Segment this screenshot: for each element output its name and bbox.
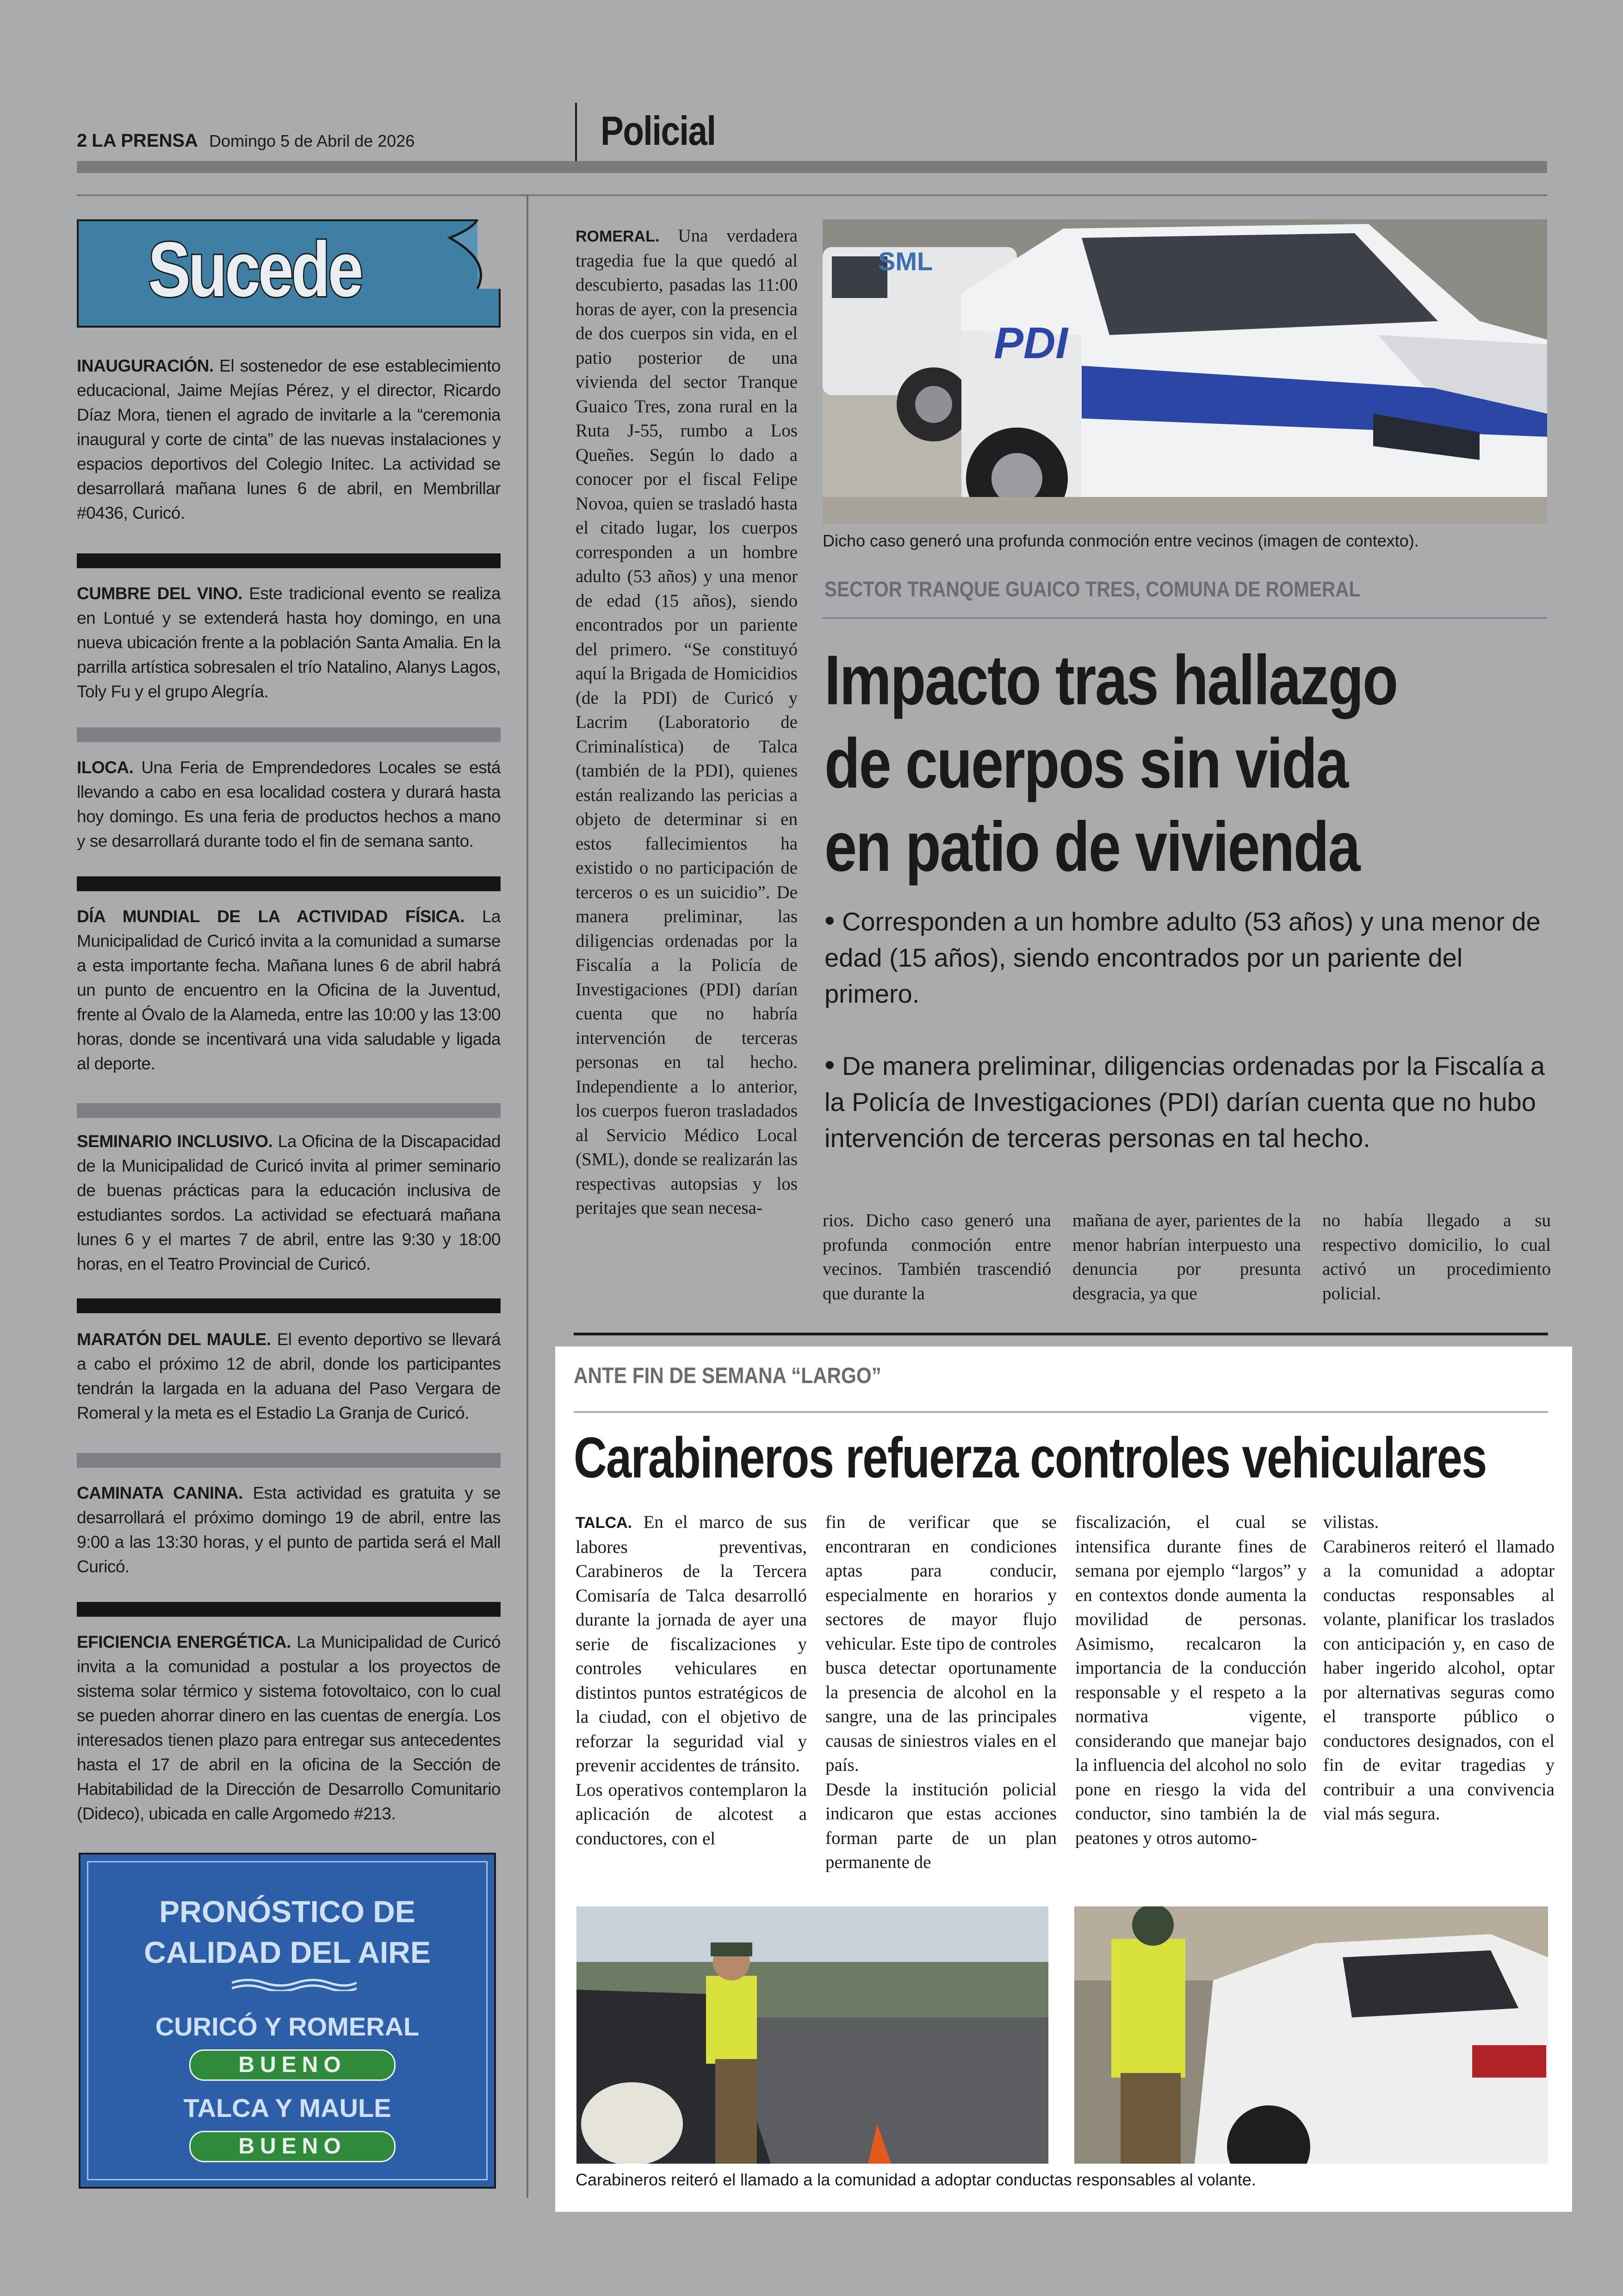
pdi-vehicle-image	[823, 219, 1547, 524]
police-vehicle-photo	[823, 219, 1547, 524]
section-title: Policial	[601, 108, 716, 154]
sucede-item	[77, 581, 501, 704]
sml-label: SML	[878, 247, 933, 276]
summary-bullet	[824, 1047, 1546, 1156]
article1-column: no había llegado a su respectivo domicilio, lo cual activó un procedimiento policial.	[1322, 1210, 1551, 1303]
sucede-item	[77, 1129, 501, 1276]
article2-text: Desde la institución policial indicaron que estas acciones forman parte de un plan permanente de	[825, 1779, 1057, 1872]
air-quality-title	[88, 1891, 486, 1973]
air-city: CURICÓ Y ROMERAL	[155, 2012, 420, 2041]
sucede-item	[77, 904, 501, 1076]
wave-icon	[232, 1977, 357, 1991]
item-text: El sostenedor de ese establecimiento educacional, Jaime Mejías Pérez, y el director, Ricardo Díaz Mora, tienen el agrado de invitarle a la “ceremonia inaugural y corte de cinta” de las nuevas instalaciones y espacios deportivos del Colegio Initec. La actividad se desarrollará mañana lunes 6 de abril, en Membrillar #0436, Curicó.	[77, 356, 501, 522]
officer-at-car-image	[576, 1906, 1048, 2164]
item-separator	[77, 1103, 501, 1118]
item-text: Este tradicional evento se realiza en Lontué y se extenderá hasta hoy domingo, en una nueva ubicación frente a la población Santa Amalia. En la parrilla artística sobresalen el trío Natalino, Alanys Lagos, Toly Fu y el grupo Alegría.	[77, 584, 501, 701]
officer-at-suv-image	[1074, 1906, 1548, 2164]
checkpoint-photo-left	[576, 1906, 1048, 2164]
article2-headline: Carabineros refuerza controles vehiculares	[574, 1426, 1487, 1490]
kicker-rule	[574, 1411, 1548, 1413]
header-rule	[77, 161, 1547, 173]
article2-column	[576, 1510, 807, 1851]
header-thin-rule	[77, 194, 1547, 196]
item-separator	[77, 727, 501, 742]
sucede-item	[77, 1630, 501, 1826]
article1-column	[576, 224, 798, 1221]
header-divider	[575, 103, 577, 163]
item-separator	[77, 876, 501, 891]
article2-text: Carabineros reiteró el llamado a la comunidad a adoptar conductas responsables al volante, planificar los traslados con anticipación y, en caso de haber ingerido alcohol, optar por alternativas seguras como el transporte público o conductores designados, con el fin de evitar tragedias y contribuir a una convivencia vial más segura.	[1323, 1536, 1555, 1824]
folio	[77, 130, 415, 151]
sucede-item	[77, 1327, 501, 1425]
air-city: TALCA Y MAULE	[183, 2093, 391, 2122]
photo-caption: Dicho caso generó una profunda conmoción entre vecinos (imagen de contexto).	[823, 531, 1419, 550]
air-status-badge: BUENO	[189, 2049, 396, 2081]
item-head: CUMBRE DEL VINO.	[77, 584, 242, 603]
sucede-item	[77, 1481, 501, 1579]
air-quality-box	[79, 1853, 496, 2189]
headline-line: Impacto tras hallazgo	[824, 641, 1397, 720]
item-text: El evento deportivo se llevará a cabo el próximo 12 de abril, donde los participantes tendrán la largada en la aduana del Paso Vergara de Romeral y la meta es el Estadio La Granja de Curicó.	[77, 1330, 501, 1422]
article1-column: mañana de ayer, parientes de la menor habrían interpuesto una denuncia por presunta desgracia, ya que	[1072, 1210, 1301, 1303]
sucede-item	[77, 755, 501, 853]
item-separator	[77, 553, 501, 568]
dateline: TALCA.	[576, 1514, 632, 1532]
headline-line: de cuerpos sin vida	[824, 724, 1348, 803]
article2-column	[825, 1510, 1057, 1875]
item-head: DÍA MUNDIAL DE LA ACTIVIDAD FÍSICA.	[77, 907, 465, 926]
article2-column	[1323, 1510, 1555, 1826]
item-head: INAUGURACIÓN.	[77, 356, 214, 375]
article2-text: Los operativos contemplaron la aplicación de alcotest a conductores, con el	[576, 1780, 807, 1849]
air-quality-frame	[87, 1861, 488, 2180]
pdi-label: PDI	[994, 318, 1068, 368]
sucede-title: Sucede	[148, 226, 361, 313]
article1-column: rios. Dicho caso generó una profunda conmoción entre vecinos. También trascendió que durante la	[823, 1210, 1051, 1303]
item-separator	[77, 1453, 501, 1468]
photo-caption: Carabineros reiteró el llamado a la comunidad a adoptar conductas responsables al volante.	[576, 2170, 1256, 2189]
air-title-line: PRONÓSTICO DE	[159, 1894, 415, 1929]
article2-text: En el marco de sus labores preventivas, Carabineros de la Tercera Comisaría de Talca desarrolló durante la jornada de ayer una serie de fiscalizaciones y controles vehiculares en distintos puntos estratégicos de la ciudad, con el objetivo de reforzar la seguridad vial y prevenir accidentes de tránsito.	[576, 1512, 807, 1775]
dateline: ROMERAL.	[576, 228, 660, 245]
article2-kicker: ANTE FIN DE SEMANA “LARGO”	[574, 1364, 881, 1388]
newspaper-name: LA PRENSA	[92, 130, 198, 151]
article2-column: fiscalización, el cual se intensifica durante fines de semana por ejemplo “largos” y en contextos donde aumenta la movilidad de personas. Asimismo, recalcaron la importancia de la conducción responsable y el respeto a la normativa vigente, considerando que manejar bajo la influencia del alcohol no solo pone en riesgo la vida del conductor, sino también la de peatones y otros automo-	[1075, 1512, 1307, 1848]
item-text: La Municipalidad de Curicó invita a la comunidad a postular a los proyectos de sistema solar térmico y sistema fotovoltaico, con lo cual se pueden ahorrar dinero en las cuentas de energía. Los interesados tienen plazo para entregar sus antecedentes hasta el 17 de abril en la oficina de la Sección de Habitabilidad de la Dirección de Desarrollo Comunitario (Dideco), ubicada en calle Argomedo #213.	[77, 1632, 501, 1823]
sucede-item	[77, 354, 501, 525]
item-head: CAMINATA CANINA.	[77, 1483, 243, 1502]
air-status-badge: BUENO	[189, 2131, 396, 2162]
article1-text: Una verdadera tragedia fue la que quedó al descubierto, pasadas las 11:00 horas de ayer, con la presencia de dos cuerpos sin vida, en el patio posterior de una vivienda del sector Tranque Guaico Tres, zona rural en la Ruta J-55, rumbo a Los Queñes. Según lo dado a conocer por el fiscal Felipe Novoa, quien se trasladó hasta el citado lugar, los cuerpos corresponden a un hombre adulto (53 años) y una menor de edad (15 años), siendo encontrados por un pariente del primero. “Se constituyó aquí la Brigada de Homicidios (de la PDI) de Curicó y Lacrim (Laboratorio de Criminalística) de Talca (también de la PDI), quienes están realizando las pericias a objeto de determinar si en estos fallecimientos ha existido o no participación de terceros o es un suicidio”. De manera preliminar, las diligencias ordenadas por la Fiscalía a la Policía de Investigaciones (PDI) darían cuenta que no habría intervención de terceras personas en tal hecho. Independiente a lo anterior, los cuerpos fueron trasladados al Servicio Médico Local (SML), donde se realizarán las respectivas autopsias y los peritajes que sean necesa-	[576, 226, 798, 1218]
item-head: ILOCA.	[77, 758, 134, 777]
page-number: 2	[77, 130, 87, 151]
item-text: La Municipalidad de Curicó invita a la comunidad a sumarse a esta importante fecha. Mañana lunes 6 de abril habrá un punto de encuentro en la Oficina de la Juventud, frente al Óvalo de la Alameda, entre las 10:00 y las 13:00 horas, donde se incentivará una vida saludable y ligada al deporte.	[77, 907, 501, 1073]
item-text: Esta actividad es gratuita y se desarrollará el próximo domingo 19 de abril, entre las 9:00 a las 13:30 horas, y el punto de partida será el Mall Curicó.	[77, 1483, 501, 1576]
item-text: La Oficina de la Discapacidad de la Municipalidad de Curicó invita al primer seminario de buenas prácticas para la educación inclusiva de estudiantes sordos. La actividad se efectuará mañana lunes 6 y el martes 7 de abril, entre las 9:30 y 18:00 horas, en el Teatro Provincial de Curicó.	[77, 1132, 501, 1273]
issue-date: Domingo 5 de Abril de 2026	[209, 131, 415, 150]
bullet-text: Corresponden a un hombre adulto (53 años) y una menor de edad (15 años), siendo encontrados por un pariente del primero.	[824, 907, 1541, 1008]
item-head: MARATÓN DEL MAULE.	[77, 1330, 271, 1349]
kicker-rule	[823, 617, 1547, 619]
air-title-line: CALIDAD DEL AIRE	[144, 1935, 431, 1969]
bullet-icon: •	[824, 1048, 835, 1081]
checkpoint-photo-right	[1074, 1906, 1548, 2164]
item-head: EFICIENCIA ENERGÉTICA.	[77, 1632, 291, 1651]
article2-text: vilistas.	[1323, 1512, 1379, 1532]
article-separator	[574, 1333, 1548, 1335]
bullet-text: De manera preliminar, diligencias ordenadas por la Fiscalía a la Policía de Investigaciones (PDI) darían cuenta que no hubo intervención de terceras personas en tal hecho.	[824, 1051, 1545, 1153]
item-separator	[77, 1298, 501, 1313]
sucede-banner	[77, 219, 501, 328]
page-curl-icon	[422, 219, 501, 289]
article1-kicker: SECTOR TRANQUE GUAICO TRES, COMUNA DE ROMERAL	[824, 577, 1361, 601]
column-divider	[527, 194, 528, 2198]
item-separator	[77, 1602, 501, 1617]
bullet-icon: •	[824, 904, 835, 937]
article1-headline	[824, 639, 1424, 888]
item-text: Una Feria de Emprendedores Locales se está llevando a cabo en esa localidad costera y durará hasta hoy domingo. Es una feria de productos hechos a mano y se desarrollará durante todo el fin de semana santo.	[77, 758, 501, 850]
headline-line: en patio de vivienda	[824, 807, 1360, 886]
item-head: SEMINARIO INCLUSIVO.	[77, 1132, 273, 1151]
summary-bullet	[824, 902, 1546, 1012]
article2-text: fin de verificar que se encontraran en condiciones aptas para conducir, especialmente en horarios y sectores de mayor flujo vehicular. Este tipo de controles busca detectar oportunamente la presencia de alcohol en la sangre, una de las principales causas de siniestros viales en el país.	[825, 1512, 1057, 1775]
